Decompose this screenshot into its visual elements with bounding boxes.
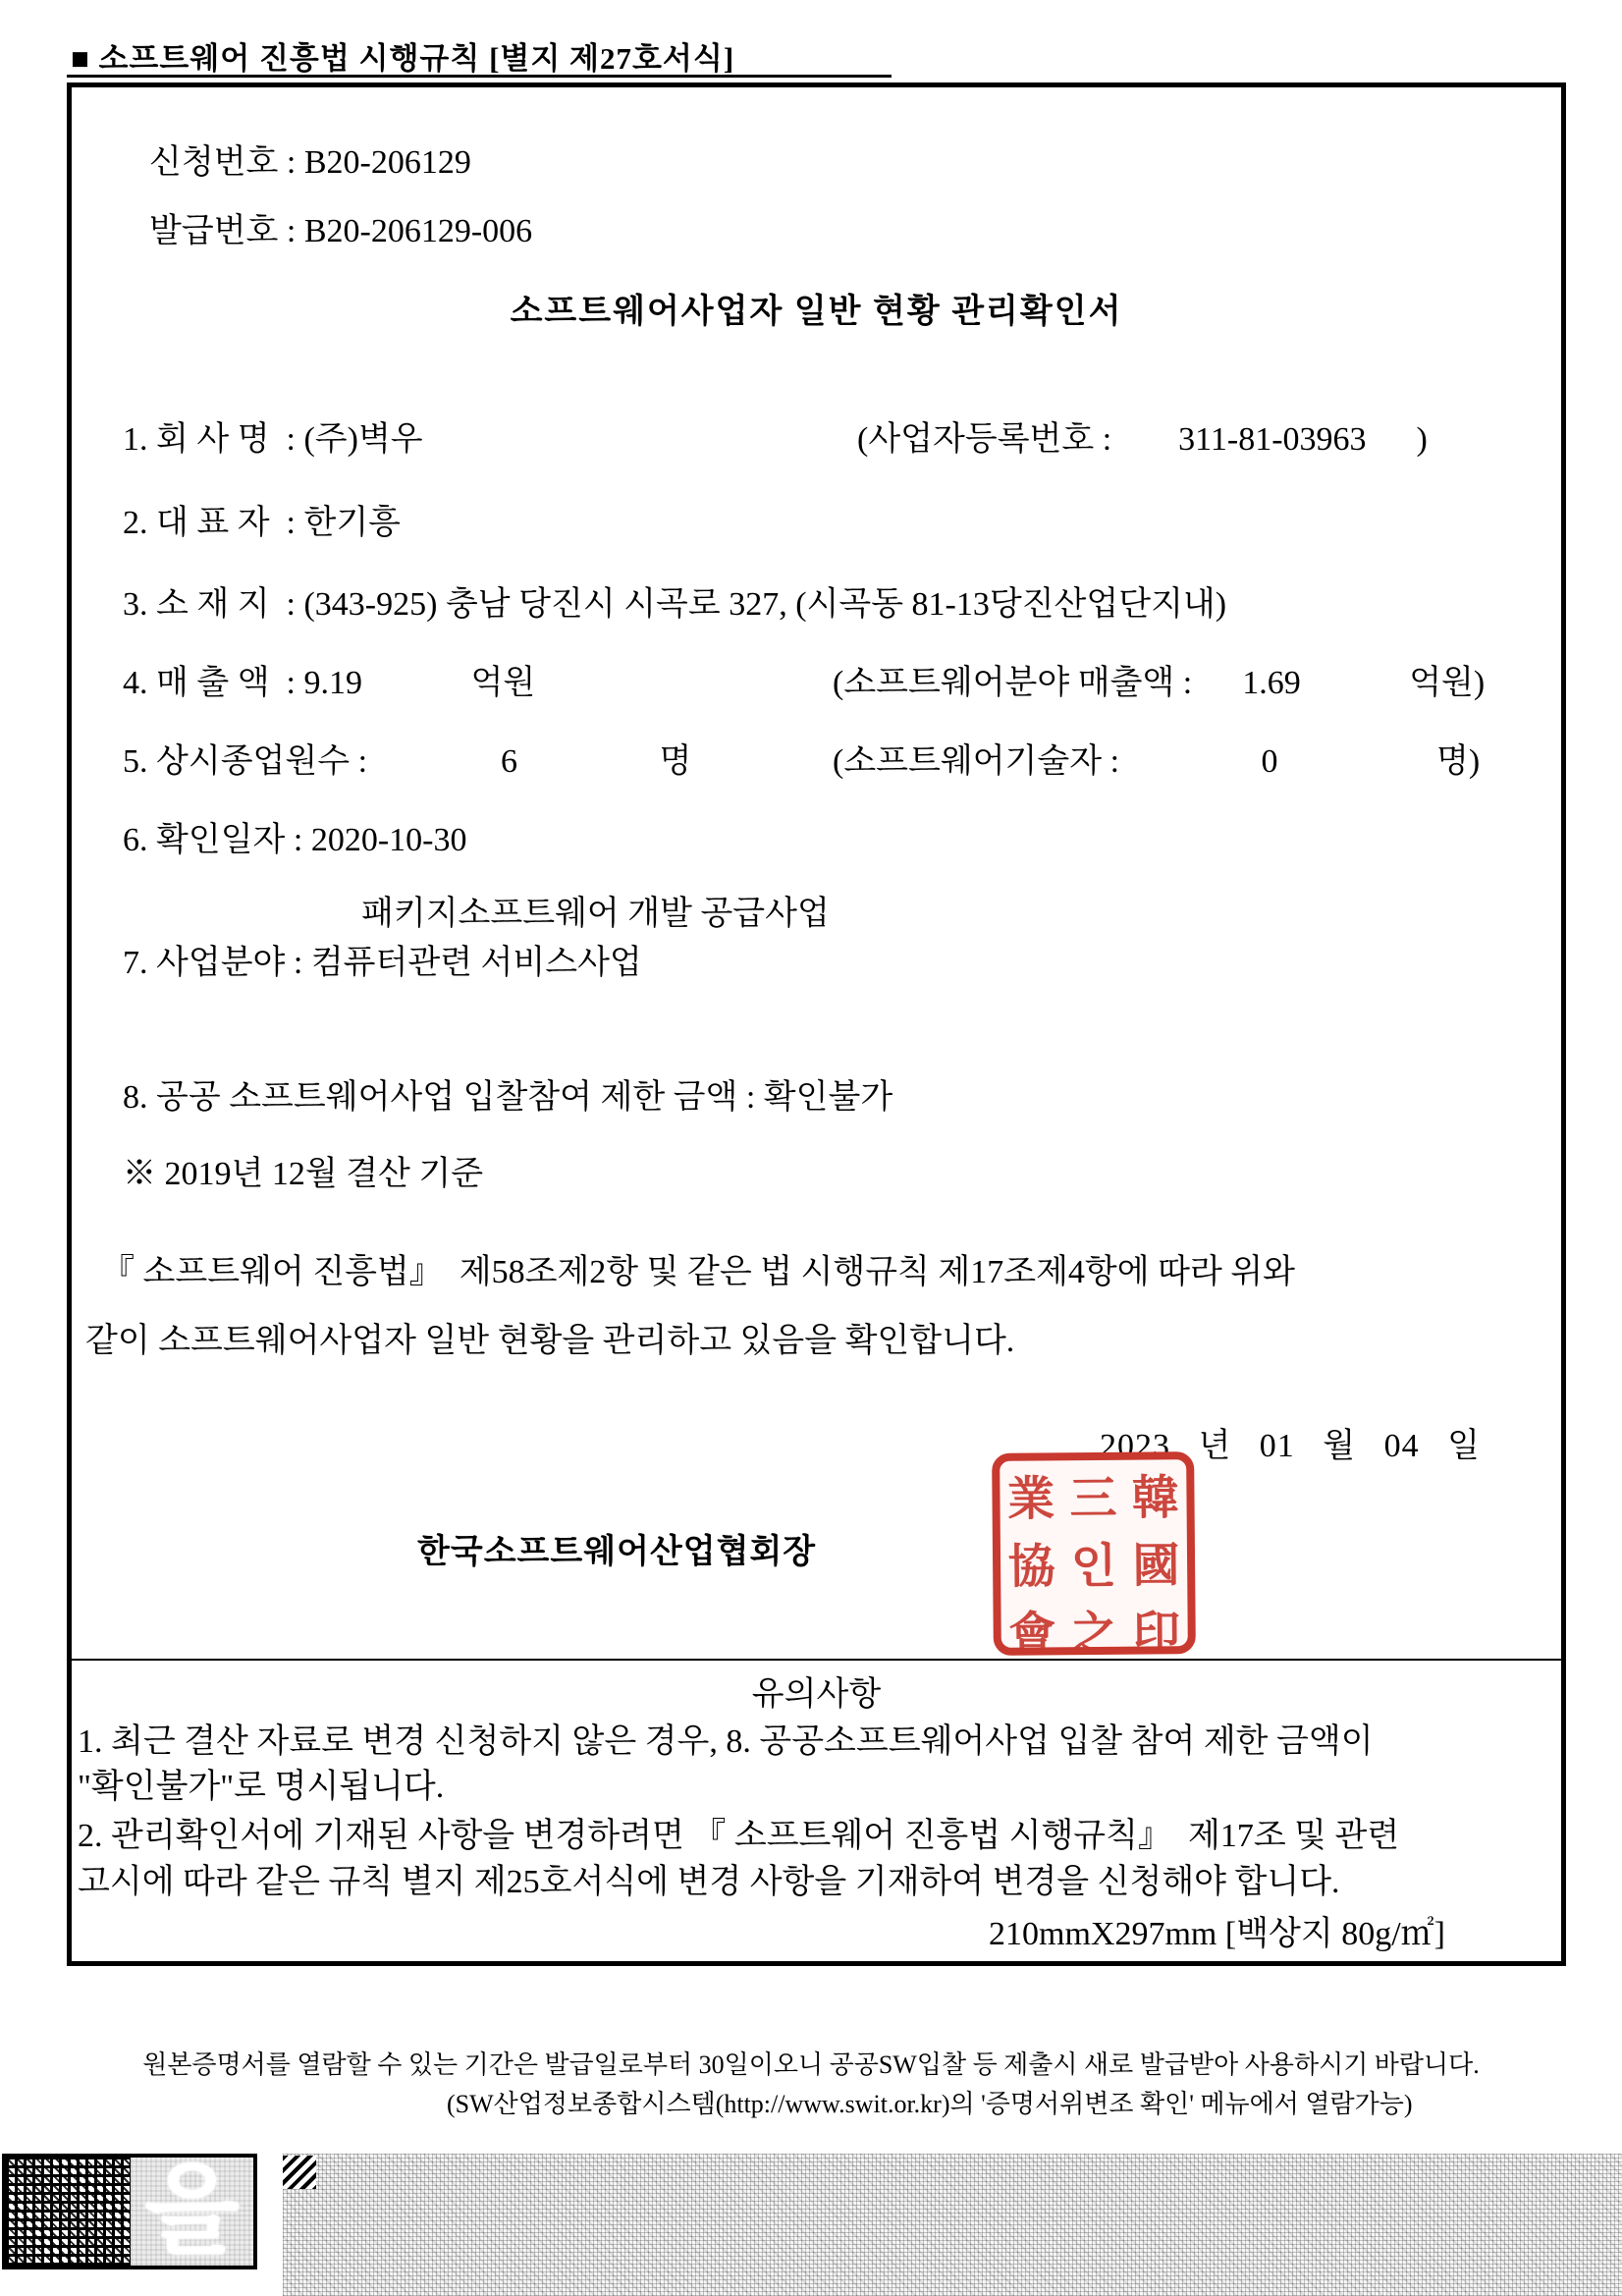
item-business-field-extra: 패키지소프트웨어 개발 공급사업 — [361, 896, 830, 932]
security-stamp-box — [2, 2154, 257, 2269]
notice-1-line-1: 1. 최근 결산 자료로 변경 신청하지 않은 경우, 8. 공공소프트웨어사업 입찰 참여 제한 금액이 — [78, 1723, 1374, 1760]
statement-line-2: 같이 소프트웨어사업자 일반 현황을 관리하고 있음을 확인합니다. — [85, 1323, 1015, 1359]
notice-2-line-2: 고시에 따라 같은 규칙 별지 제25호서식에 변경 사항을 기재하여 변경을 신청해야 합니다. — [78, 1864, 1340, 1900]
document-title: 소프트웨어사업자 일반 현황 관리확인서 — [510, 294, 1123, 330]
diagonal-stripes-icon — [283, 2156, 316, 2189]
issue-number-label: 발급번호 : — [149, 213, 304, 249]
footer-verification-note: (SW산업정보종합시스템(http://www.swit.or.kr)의 '증명서위변조 확인' 메뉴에서 열람가능) — [447, 2090, 1413, 2118]
certificate-border-box — [67, 82, 1566, 1966]
item-bid-limit: 8. 공공 소프트웨어사업 입찰참여 제한 금액 : 확인불가 — [123, 1079, 893, 1116]
seal-glyph: 韓 — [1131, 1472, 1180, 1525]
seal-glyph: 三 — [1069, 1472, 1117, 1526]
notice-1-line-2: "확인불가"로 명시됩니다. — [78, 1769, 445, 1805]
seal-glyph: 會 — [1008, 1609, 1056, 1662]
security-2d-barcode — [6, 2158, 131, 2266]
item-revenue: 4. 매 출 액 : 9.19 억원 — [123, 665, 536, 701]
application-number-value: B20-206129 — [303, 144, 471, 181]
item-software-revenue: (소프트웨어분야 매출액 : 1.69 억원) — [833, 665, 1486, 701]
notice-divider — [72, 1659, 1561, 1661]
form-header-underline — [67, 75, 892, 78]
item-employee-count: 5. 상시종업원수 : 6 명 — [123, 743, 692, 780]
copy-protection-band — [283, 2154, 1622, 2296]
seal-glyph: 業 — [1006, 1473, 1055, 1526]
notice-title: 유의사항 — [751, 1676, 882, 1713]
paper-spec: 210mmX297mm [백상지 80g/㎡] — [989, 1916, 1445, 1952]
item-confirmation-date: 6. 확인일자 : 2020-10-30 — [123, 822, 467, 858]
seal-glyph: 印 — [1132, 1608, 1181, 1661]
item-software-engineers: (소프트웨어기술자 : 0 명) — [833, 743, 1481, 780]
seal-glyph: 인 — [1070, 1540, 1117, 1594]
seal-glyph: 國 — [1132, 1540, 1180, 1593]
footer-validity-note: 원본증명서를 열람할 수 있는 기간은 발급일로부터 30일이오니 공공SW입찰 등 제출시 새로 발급받아 사용하시기 바랍니다. — [142, 2050, 1480, 2079]
statement-line-1: 『 소프트웨어 진흥법』 제58조제2항 및 같은 법 시행규칙 제17조제4항에 따라 위와 — [101, 1254, 1295, 1290]
issue-number-value: B20-206129-006 — [303, 213, 533, 249]
issuer-name: 한국소프트웨어산업협회장 — [417, 1534, 817, 1570]
issue-date: 2023 년 01 월 04 일 — [1099, 1428, 1481, 1464]
item-business-field: 7. 사업분야 : 컴퓨터관련 서비스사업 — [123, 945, 642, 981]
item-representative: 2. 대 표 자 : 한기흥 — [123, 505, 402, 541]
security-watermark-glyph: 을 — [144, 2157, 240, 2266]
item-address: 3. 소 재 지 : (343-925) 충남 당진시 시곡로 327, (시곡동 81-13당진산업단지내) — [123, 586, 1227, 623]
seal-glyph: 協 — [1007, 1541, 1056, 1594]
issue-number-line — [99, 166, 532, 289]
form-header: ■ 소프트웨어 진흥법 시행규칙 [별지 제27호서식] — [71, 41, 735, 76]
application-number-label: 신청번호 : — [149, 144, 304, 181]
item-business-reg-number: (사업자등록번호 : 311-81-03963 ) — [857, 421, 1428, 458]
item-company-name: 1. 회 사 명 : (주)벽우 — [123, 421, 423, 458]
settlement-basis-note: ※ 2019년 12월 결산 기준 — [123, 1156, 484, 1192]
official-seal — [992, 1451, 1196, 1662]
security-noise-panel — [131, 2158, 253, 2266]
seal-glyph: 之 — [1070, 1608, 1118, 1662]
notice-2-line-1: 2. 관리확인서에 기재된 사항을 변경하려면 『 소프트웨어 진흥법 시행규칙』 제17조 및 관련 — [78, 1818, 1400, 1854]
